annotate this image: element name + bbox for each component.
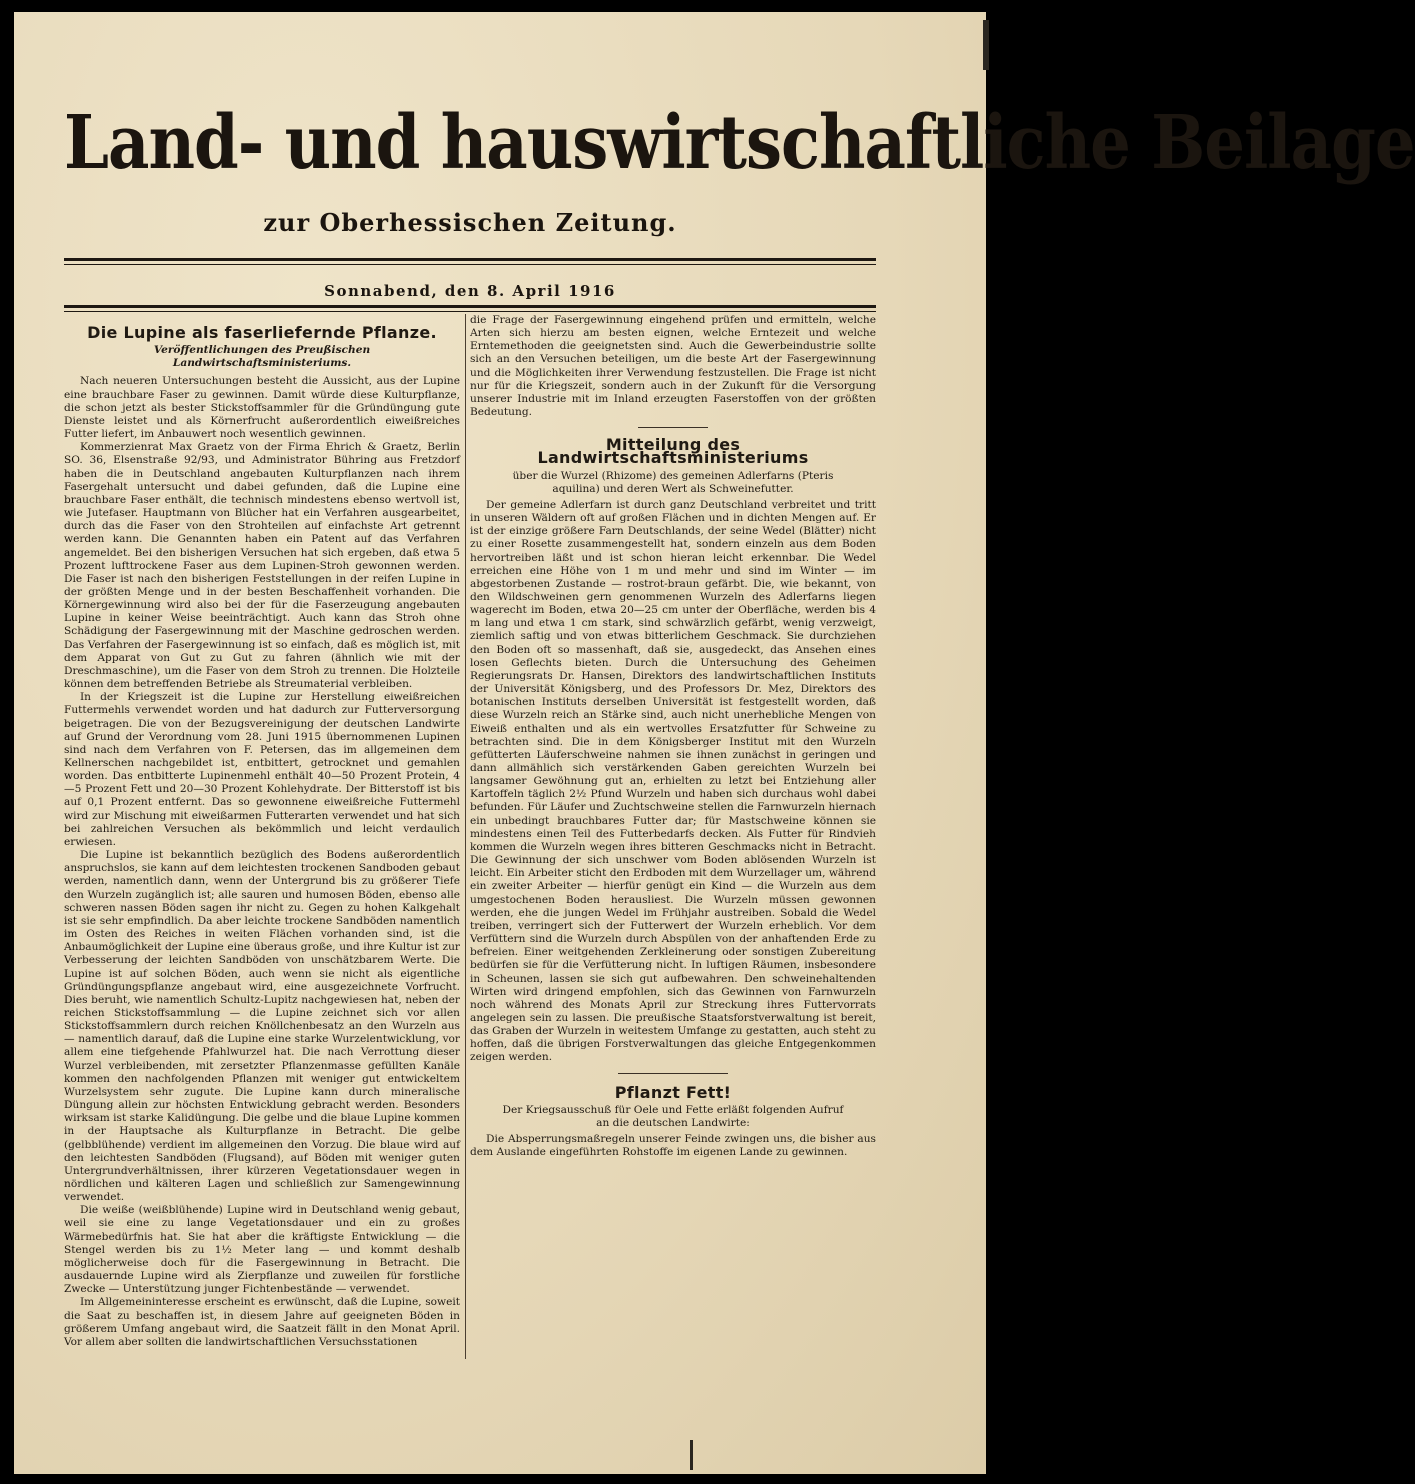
article-lupine-byline: Veröffentlichungen des Preußischen Landwirtschaftsministeriums.: [153, 344, 371, 370]
scan-border-mark: [690, 1440, 693, 1470]
scan-border-mark: [983, 20, 989, 70]
dateline: Sonnabend, den 8. April 1916: [324, 282, 616, 300]
article-adlerfarn-paragraph: Der gemeine Adlerfarn ist durch ganz Deutschland verbreitet und tritt in unseren Wäldern oft auf großen Flächen und in dichten Mengen auf. Er ist der einzige größere Farn Deutschlands, der seine Wedel (Blätter) nicht zu einer Rosette zusammengestellt hat, sondern einzeln aus dem Boden hervortreiben läßt und ist schon hieran leicht erkennbar. Die Wedel erreichen eine Höhe von 1 m und mehr und sind im Winter — im abgestorbenen Zustande — rostrot-braun gefärbt. Die, wie bekannt, von den Wildschweinen gern genommenen Wurzeln des Adlerfarns liegen wagerecht im Boden, etwa 20—25 cm unter der Oberfläche, werden bis 4 m lang und etwa 1 cm stark, sind schwärzlich gefärbt, wenig verzweigt, ziemlich saftig und von etwas bitterlichem Geschmack. Sie durchziehen den Boden oft so massenhaft, daß sie, ausgedeckt, das Ansehen eines losen Geflechts bieten. Durch die Untersuchung des Geheimen Regierungsrats Dr. Hansen, Direktors des landwirtschaftlichen Instituts der Universität Königsberg, und des Professors Dr. Mez, Direktors des botanischen Instituts derselben Universität ist festgestellt worden, daß diese Wurzeln reich an Stärke sind, auch nicht unerhebliche Mengen von Eiweiß enthalten und als ein wertvolles Ersatzfutter für Schweine zu betrachten sind. Die in dem Königsberger Institut mit den Wurzeln gefütterten Läuferschweine nahmen sie ihnen zunächst in geringen und dann allmählich sich verstärkenden Gaben gereichten Wurzeln bei langsamer Gewöhnung gut an, erhielten zu letzt bei Entziehung aller Kartoffeln täglich 2½ Pfund Wurzeln und haben sich durchaus wohl dabei befunden. Für Läufer und Zuchtschweine stellen die Farnwurzeln hiernach ein unbedingt brauchbares Futter dar; für Mastschweine können sie mindestens einen Teil des Futterbedarfs decken. Als Futter für Rindvieh kommen die Wurzeln wegen ihres bitteren Geschmacks nicht in Betracht. Die Gewinnung der sich unschwer vom Boden ablösenden Wurzeln ist leicht. Ein Arbeiter sticht den Erdboden mit dem Wurzellager um, während ein zweiter Arbeiter — hierfür genügt ein Kind — die Wurzeln aus dem umgestochenen Boden herausliest. Die Wurzeln müssen gewonnen werden, ehe die jungen Wedel im Frühjahr austreiben. Sobald die Wedel treiben, verringert sich der Futterwert der Wurzeln erheblich. Vor dem Verfüttern sind die Wurzeln durch Abspülen von der anhaftenden Erde zu befreien. Einer weitgehenden Zerkleinerung oder sonstigen Zubereitung bedürfen sie für die Verfütterung nicht. In luftigen Räumen, insbesondere in Scheunen, lassen sie sich gut aufbewahren. Den schweinehaltenden Wirten wird dringend empfohlen, sich das Gewinnen von Farnwurzeln noch während des Monats April zur Streckung ihres Futtervorrats angelegen sein zu lassen. Die preußische Staatsforstverwaltung ist bereit, das Graben der Wurzeln in weitestem Umfange zu gestatten, auch steht zu hoffen, daß die übrigen Forstverwaltungen das gleiche Entgegenkommen zeigen werden.: [470, 498, 876, 1064]
newspaper-page: [14, 12, 1415, 1474]
article-pflanzt-fett-headline: Pflanzt Fett!: [614, 1082, 732, 1102]
article-lupine-paragraph: Kommerzienrat Max Graetz von der Firma Ehrich & Graetz, Berlin SO. 36, Elsenstraße 92/93, und Administrator Bühring aus Fretzdorf haben die in Deutschland angebauten Kulturpflanzen nach ihrem Fasergehalt untersucht und dabei gefunden, daß die Lupine eine brauchbare Faser enthält, die technisch mindestens ebenso wertvoll ist, wie Jutefaser. Hauptmann von Blücher hat ein Verfahren ausgearbeitet, durch das die Faser von den Strohteilen auf einfachste Art getrennt werden kann. Die Genannten haben ein Patent auf das Verfahren angemeldet. Bei den bisherigen Versuchen hat sich ergeben, daß etwa 5 Prozent lufttrockene Faser aus dem Lupinen-Stroh gewonnen werden. Die Faser ist nach den bisherigen Feststellungen in der reifen Lupine in der größten Menge und in der besten Beschaffenheit vorhanden. Die Körnergewinnung wird also bei der für die Faserzeugung angebauten Lupine in keiner Weise beeinträchtigt. Auch kann das Stroh ohne Schädigung der Fasergewinnung mit der Maschine gedroschen werden. Das Verfahren der Fasergewinnung ist so einfach, daß es möglich ist, mit dem Apparat von Gut zu Gut zu fahren (ähnlich wie mit der Dreschmaschine), um die Faser von dem Stroh zu trennen. Die Holzteile können dem betreffenden Betriebe als Streumaterial verbleiben.: [64, 441, 460, 691]
article-lupine-paragraph: Im Allgemeininteresse erscheint es erwünscht, daß die Lupine, soweit die Saat zu beschaffen ist, in diesem Jahre auf geeigneten Böden in größerem Umfang angebaut wird, die Saatzeit fällt in den Monat April. Vor allem aber sollten die landwirtschaftlichen Versuchsstationen: [64, 1296, 460, 1348]
article-adlerfarn-subhead: über die Wurzel (Rhizome) des gemeinen Adlerfarns (Pteris: [512, 469, 834, 482]
article-separator: [618, 1073, 728, 1074]
article-separator: [638, 427, 708, 428]
article-pflanzt-fett-lead: Der Kriegsausschuß für Oele und Fette erläßt folgenden Aufruf: [502, 1103, 844, 1116]
article-pflanzt-fett-lead: an die deutschen Landwirte:: [596, 1116, 750, 1129]
masthead-title: Land- und hauswirtschaftliche Beilage: [64, 100, 1415, 187]
dateline-rule-thick: [64, 305, 876, 308]
article-adlerfarn-subhead: aquilina) und deren Wert als Schweinefutter.: [552, 482, 794, 495]
masthead-subtitle: zur Oberhessischen Zeitung.: [263, 208, 677, 237]
article-lupine-paragraph: Nach neueren Untersuchungen besteht die Aussicht, aus der Lupine eine brauchbare Faser zu gewinnen. Damit würde diese Kulturpflanze, die schon jetzt als bester Stickstoffsammler für die Gründüngung gute Dienste leistet und als Körnerfrucht außerordentlich eiweißreiches Futter liefert, im Anbauwert noch wesentlich gewinnen.: [64, 375, 460, 441]
article-lupine-headline: Die Lupine als faserliefernde Pflanze.: [87, 323, 437, 342]
article-lupine-paragraph: Die Lupine ist bekanntlich bezüglich des Bodens außerordentlich anspruchslos, sie kann auf dem leichtesten trockenen Sandboden gebaut werden, namentlich dann, wenn der Untergrund bis zu größerer Tiefe den Wurzeln zugänglich ist; alle sauren und humosen Böden, ebenso alle schweren nassen Böden sagen ihr nicht zu. Gegen zu hohen Kalkgehalt ist sie sehr empfindlich. Da aber leichte trockene Sandböden namentlich im Osten des Reiches in weiten Flächen vorhanden sind, ist die Anbaumöglichkeit der Lupine eine überaus große, und ihre Kultur ist zur Verbesserung der leichten Sandböden von unschätzbarem Werte. Die Lupine ist auf solchen Böden, auch wenn sie nicht als eigentliche Gründüngungspflanze angebaut wird, eine ausgezeichnete Vorfrucht. Dies beruht, wie namentlich Schultz-Lupitz nachgewiesen hat, neben der reichen Stickstoffsammlung — die Lupine zeichnet sich vor allen Stickstoffsammlern durch reichen Knöllchenbesatz an den Wurzeln aus — namentlich darauf, daß die Lupine eine starke Wurzelentwicklung, vor allem eine tiefgehende Pfahlwurzel hat. Die nach Verrottung dieser Wurzel verbleibenden, mit zersetzter Pflanzenmasse gefüllten Kanäle kommen den nachfolgenden Pflanzen mit weniger gut entwickeltem Wurzelsystem sehr zugute. Die Lupine kann durch mineralische Düngung allein zur höchsten Entwicklung gebracht werden. Besonders wirksam ist starke Kalidüngung. Die gelbe und die blaue Lupine kommen in der Hauptsache als Kulturpflanze in Betracht. Die gelbe (gelbblühende) verdient im allgemeinen den Vorzug. Die blaue wird auf den leichtesten Sandböden (Flugsand), auf Böden mit weniger guten Untergrundverhältnissen, ihrer kürzeren Vegetationsdauer wegen in nördlichen und kälteren Lagen und schließlich zur Samengewinnung verwendet.: [64, 849, 460, 1204]
masthead-rule-thin: [64, 264, 876, 265]
masthead-rule-thick: [64, 258, 876, 261]
dateline-rule-thin: [64, 311, 876, 312]
article-pflanzt-fett-text: Die Absperrungsmaßregeln unserer Feinde zwingen uns, die bisher aus dem Auslande eingeführten Rohstoffe im eigenen Lande zu gewinnen.: [470, 1133, 876, 1159]
article-lupine-paragraph: In der Kriegszeit ist die Lupine zur Herstellung eiweißreichen Futtermehls verwendet worden und hat dadurch zur Futterversorgung beigetragen. Die von der Bezugsvereinigung der deutschen Landwirte auf Grund der Verordnung vom 28. Juni 1915 übernommenen Lupinen sind nach dem Verfahren von F. Petersen, das im allgemeinen dem Kellnerschen nachgebildet ist, entbittert, getrocknet und gemahlen worden. Das entbitterte Lupinenmehl enthält 40—50 Prozent Protein, 4—5 Prozent Fett und 20—30 Prozent Kohlehydrate. Der Bitterstoff ist bis auf 0,1 Prozent entfernt. Das so gewonnene eiweißreiche Futtermehl wird zur Mischung mit eiweißarmen Futterarten verwendet und hat sich bei zahlreichen Versuchen als bekömmlich und leicht verdaulich erwiesen.: [64, 691, 460, 848]
article-lupine-paragraph: Die weiße (weißblühende) Lupine wird in Deutschland wenig gebaut, weil sie eine zu lange Vegetationsdauer und ein zu großes Wärmebedürfnis hat. Sie hat aber die kräftigste Entwicklung — die Stengel werden bis zu 1½ Meter lang — und kommt deshalb möglicherweise doch für die Fasergewinnung in Betracht. Die ausdauernde Lupine wird als Zierpflanze und zuweilen für forstliche Zwecke — Unterstützung junger Fichtenbestände — verwendet.: [64, 1204, 460, 1296]
column-right: [470, 314, 876, 1159]
article-lupine-continuation: die Frage der Fasergewinnung eingehend prüfen und ermitteln, welche Arten sich hierzu am besten eignen, welche Erntezeit und welche Erntemethoden die geeignetsten sind. Auch die Gewerbeindustrie sollte sich an den Versuchen beteiligen, um die beste Art der Fasergewinnung und die Möglichkeiten ihrer Verwendung festzustellen. Die Frage ist nicht nur für die Kriegszeit, sondern auch in der Zukunft für die Versorgung unserer Industrie mit im Inland erzeugten Faserstoffen von der größten Bedeutung.: [470, 314, 876, 419]
article-adlerfarn-headline: Mitteilung des Landwirtschaftsministeriums: [537, 435, 809, 468]
column-left: [64, 314, 460, 1349]
column-divider: [465, 314, 466, 1359]
